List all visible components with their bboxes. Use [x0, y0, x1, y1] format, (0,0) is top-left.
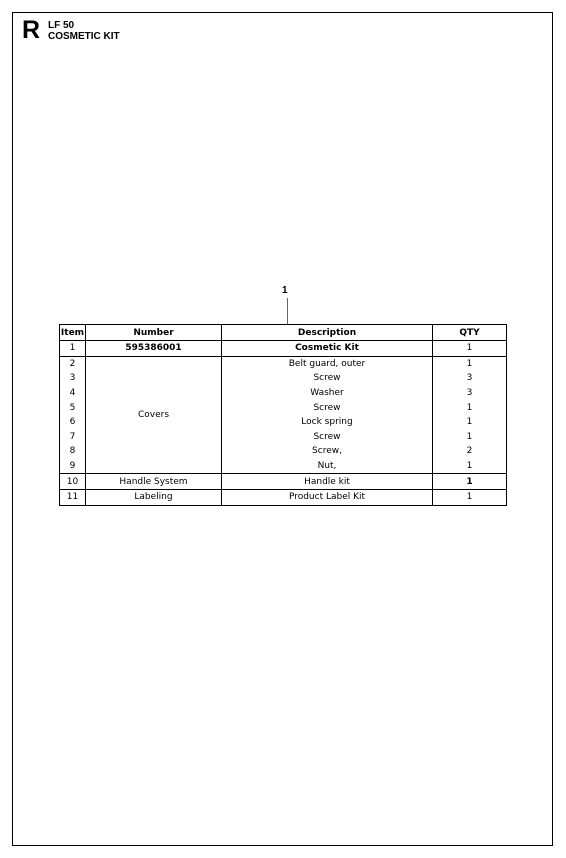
number-cell: Handle System [86, 474, 222, 490]
number-cell: Labeling [86, 489, 222, 505]
description-cell: Screw [222, 430, 433, 445]
description-cell: Cosmetic Kit [222, 341, 433, 357]
group-cell: Covers [86, 356, 222, 474]
column-header-qty: QTY [433, 325, 507, 341]
qty-cell: 3 [433, 386, 507, 401]
table-row [60, 489, 507, 505]
qty-cell: 1 [433, 415, 507, 430]
description-cell: Washer [222, 386, 433, 401]
table-header-row [60, 325, 507, 341]
item-cell: 5 [60, 400, 86, 415]
description-cell: Nut, [222, 459, 433, 474]
description-cell: Belt guard, outer [222, 356, 433, 371]
item-cell: 9 [60, 459, 86, 474]
qty-cell: 1 [433, 400, 507, 415]
description-cell: Product Label Kit [222, 489, 433, 505]
qty-cell: 2 [433, 444, 507, 459]
column-header-item: Item [60, 325, 86, 341]
item-cell: 3 [60, 371, 86, 386]
item-cell: 7 [60, 430, 86, 445]
kit-title: COSMETIC KIT [48, 31, 120, 42]
item-cell: 10 [60, 474, 86, 490]
item-cell: 1 [60, 341, 86, 357]
qty-cell: 1 [433, 474, 507, 490]
table-row [60, 474, 507, 490]
item-cell: 2 [60, 356, 86, 371]
description-cell: Handle kit [222, 474, 433, 490]
qty-cell: 3 [433, 371, 507, 386]
table-row [60, 356, 507, 371]
qty-cell: 1 [433, 459, 507, 474]
item-cell: 11 [60, 489, 86, 505]
column-header-number: Number [86, 325, 222, 341]
qty-cell: 1 [433, 341, 507, 357]
item-cell: 4 [60, 386, 86, 401]
description-cell: Screw [222, 371, 433, 386]
model-name: LF 50 [48, 20, 75, 31]
description-cell: Lock spring [222, 415, 433, 430]
page-title [48, 20, 120, 42]
item-cell: 6 [60, 415, 86, 430]
parts-table [59, 324, 507, 506]
description-cell: Screw, [222, 444, 433, 459]
number-cell: 595386001 [86, 341, 222, 357]
qty-cell: 1 [433, 430, 507, 445]
description-cell: Screw [222, 400, 433, 415]
table-row [60, 341, 507, 357]
section-letter: R [22, 16, 41, 44]
item-cell: 8 [60, 444, 86, 459]
qty-cell: 1 [433, 489, 507, 505]
callout-number: 1 [282, 285, 288, 296]
column-header-description: Description [222, 325, 433, 341]
callout-leader-line [287, 298, 288, 324]
qty-cell: 1 [433, 356, 507, 371]
